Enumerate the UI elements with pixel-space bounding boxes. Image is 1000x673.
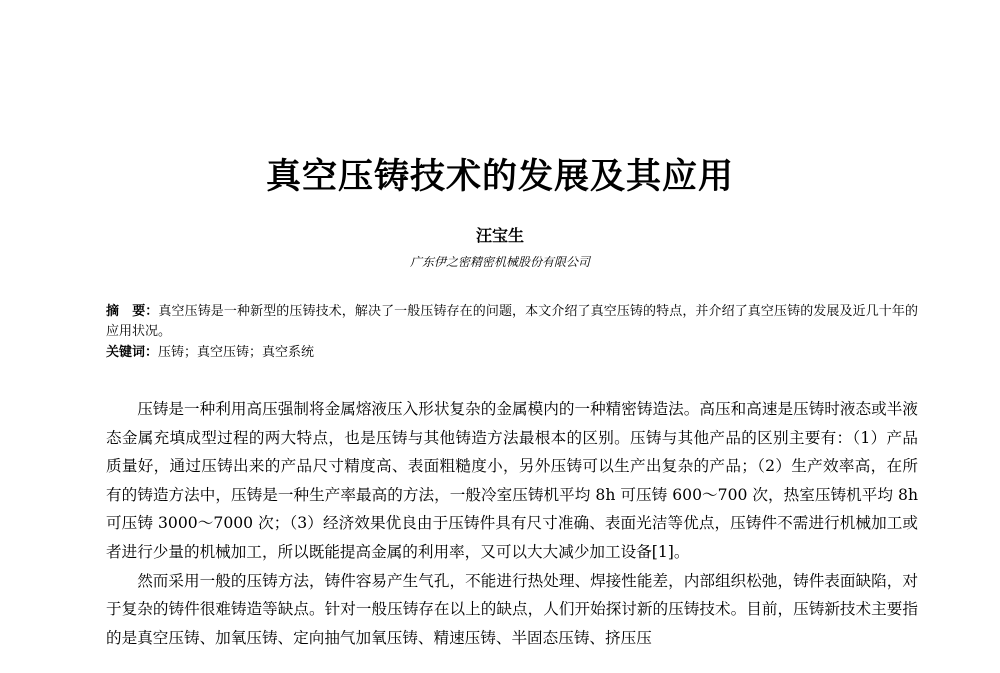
author-name: 汪宝生 <box>475 226 524 245</box>
keywords <box>106 343 918 363</box>
keywords-text: 压铸；真空压铸；真空系统 <box>158 345 315 360</box>
paper-title: 真空压铸技术的发展及其应用 <box>265 157 734 197</box>
author-affiliation: 广东伊之密精密机械股份有限公司 <box>409 255 590 269</box>
abstract-label: 摘 要： <box>106 304 159 319</box>
body-paragraph: 然而采用一般的压铸方法，铸件容易产生气孔，不能进行热处理、焊接性能差，内部组织松弛，铸件表面缺陷，对于复杂的铸件很难铸造等缺点。针对一般压铸存在以上的缺点，人们开始探讨新的压铸技术。目前，压铸新技术主要指的是真空压铸、加氧压铸、定向抽气加氧压铸、精速压铸、半固态压铸、挤压压 <box>106 571 918 647</box>
abstract-text: 真空压铸是一种新型的压铸技术，解决了一般压铸存在的问题，本文介绍了真空压铸的特点，并介绍了真空压铸的发展及近几十年的应用状况。 <box>106 304 918 339</box>
abstract <box>106 302 918 342</box>
keywords-label: 关键词： <box>106 345 159 360</box>
body-text <box>106 395 918 652</box>
body-paragraph: 压铸是一种利用高压强制将金属熔液压入形状复杂的金属模内的一种精密铸造法。高压和高速是压铸时液态或半液态金属充填成型过程的两大特点，也是压铸与其他铸造方法最根本的区别。压铸与其他产品的区别主要有：（1）产品质量好，通过压铸出来的产品尺寸精度高、表面粗糙度小，另外压铸可以生产出复杂的产品；（2）生产效率高，在所有的铸造方法中，压铸是一种生产率最高的方法，一般冷室压铸机平均 8h 可压铸 600～700 次，热室压铸机平均 8h 可压铸 3000～7000 次；（3）经济效果优良由于压铸件具有尺寸准确、表面光洁等优点，压铸件不需进行机械加工或者进行少量的机械加工，所以既能提高金属的利用率，又可以大大减少加工设备[1]。 <box>106 400 918 561</box>
